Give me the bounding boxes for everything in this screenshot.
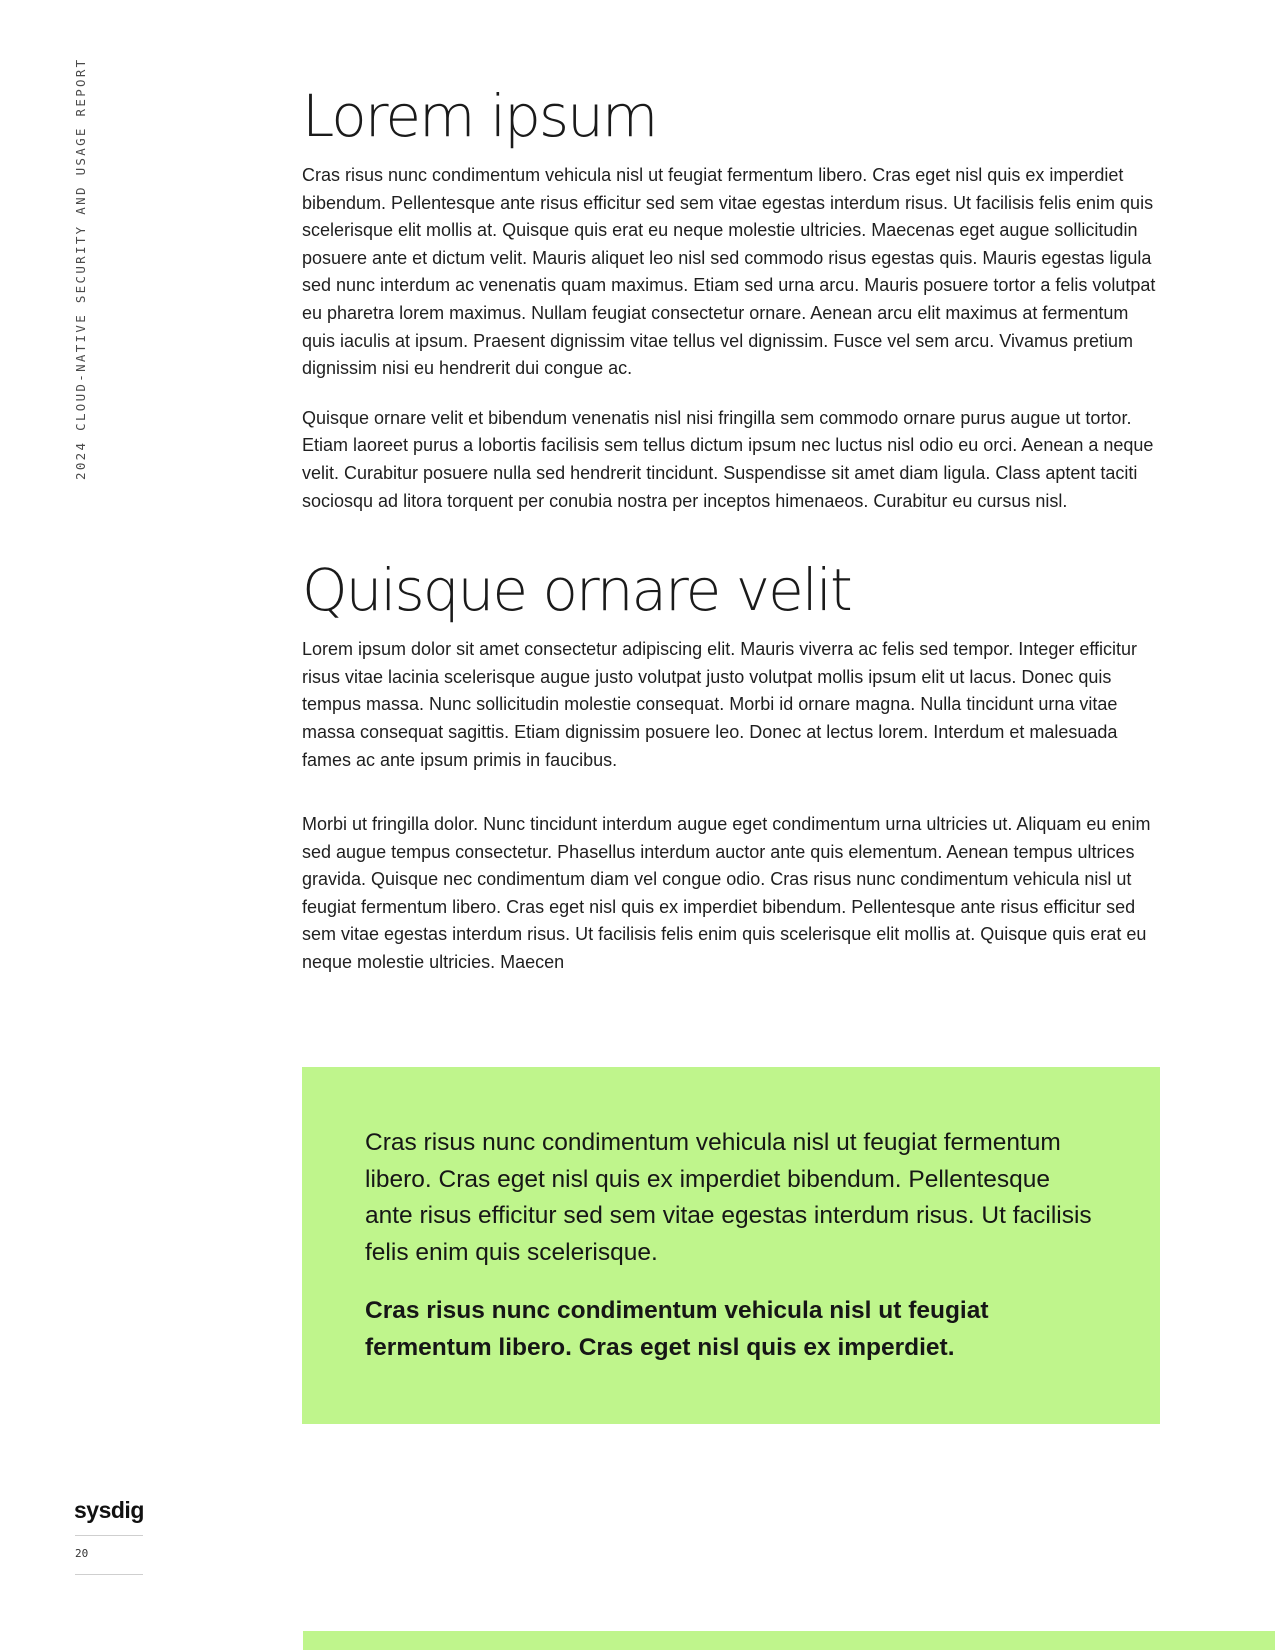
section-heading-lorem-ipsum: Lorem ipsum <box>302 82 657 150</box>
next-callout-strip <box>303 1631 1275 1650</box>
report-title-vertical: 2024 CLOUD-NATIVE SECURITY AND USAGE REPORT <box>73 57 88 480</box>
footer-divider <box>75 1535 143 1536</box>
footer-divider <box>75 1574 143 1575</box>
callout-bold-text: Cras risus nunc condimentum vehicula nisl ut feugiat fermentum libero. Cras eget nisl quis ex imperdiet. <box>365 1297 989 1361</box>
body-paragraph: Morbi ut fringilla dolor. Nunc tincidunt interdum augue eget condimentum urna ultricies ut. Aliquam eu enim sed augue tempus consectetur. Phasellus interdum auctor ante quis elementum. Aenean tempus ultrices gravida. Quisque nec condimentum diam vel congue odio. Cras risus nunc condimentum vehicula nisl ut feugiat fermentum libero. Cras eget nisl quis ex imperdiet bibendum. Pellentesque ante risus efficitur sed sem vitae egestas interdum risus. Ut facilisis felis enim quis scelerisque elit mollis at. Quisque quis erat eu neque molestie ultricies. Maecen <box>302 814 1151 973</box>
body-paragraph: Quisque ornare velit et bibendum venenatis nisl nisi fringilla sem commodo ornare purus augue ut tortor. Etiam laoreet purus a lobortis facilisis sem tellus dictum ipsum nec luctus nisl odio eu orci. Aenean a neque velit. Curabitur posuere nulla sed hendrerit tincidunt. Suspendisse sit amet diam ligula. Class aptent taciti sociosqu ad litora torquent per conubia nostra per inceptos himenaeos. Curabitur eu cursus nisl. <box>302 407 1154 511</box>
callout-box <box>302 1067 1160 1424</box>
body-paragraph: Lorem ipsum dolor sit amet consectetur adipiscing elit. Mauris viverra ac felis sed tempor. Integer efficitur risus vitae lacinia scelerisque augue justo volutpat justo volutpat mollis ipsum elit ut lacus. Donec quis tempus massa. Nunc sollicitudin molestie consequat. Morbi id ornare magna. Nulla tincidunt urna vitae massa consequat sagittis. Etiam dignissim posuere leo. Donec at lectus lorem. Interdum et malesuada fames ac ante ipsum primis in faucibus. <box>302 639 1138 770</box>
body-paragraph: Cras risus nunc condimentum vehicula nisl ut feugiat fermentum libero. Cras eget nisl quis ex imperdiet bibendum. Pellentesque ante risus efficitur sed sem vitae egestas interdum risus. Ut facilisis felis enim quis scelerisque elit mollis at. Quisque quis erat eu neque molestie ultricies. Maecenas eget augue sollicitudin posuere ante et dictum velit. Mauris aliquet leo nisl sed commodo risus egestas quis. Mauris egestas ligula sed nunc interdum ac venenatis quam maximus. Etiam sed urna arcu. Mauris posuere tortor a felis volutpat eu pharetra lorem maximus. Nullam feugiat consectetur ornare. Aenean arcu elit maximus at fermentum quis iaculis at ipsum. Praesent dignissim vitae tellus vel dignissim. Fusce vel sem arcu. Vivamus pretium dignissim nisi eu hendrerit dui congue ac. <box>302 165 1156 379</box>
sysdig-logo: sysdig <box>74 1497 144 1523</box>
callout-text: Cras risus nunc condimentum vehicula nisl ut feugiat fermentum libero. Cras eget nisl quis ex imperdiet bibendum. Pellentesque ante risus efficitur sed sem vitae egestas interdum risus. Ut facilisis felis enim quis scelerisque. <box>365 1129 1092 1266</box>
page-number: 20 <box>75 1547 89 1560</box>
section-heading-quisque-ornare-velit: Quisque ornare velit <box>302 556 851 625</box>
main-content <box>302 78 1160 977</box>
